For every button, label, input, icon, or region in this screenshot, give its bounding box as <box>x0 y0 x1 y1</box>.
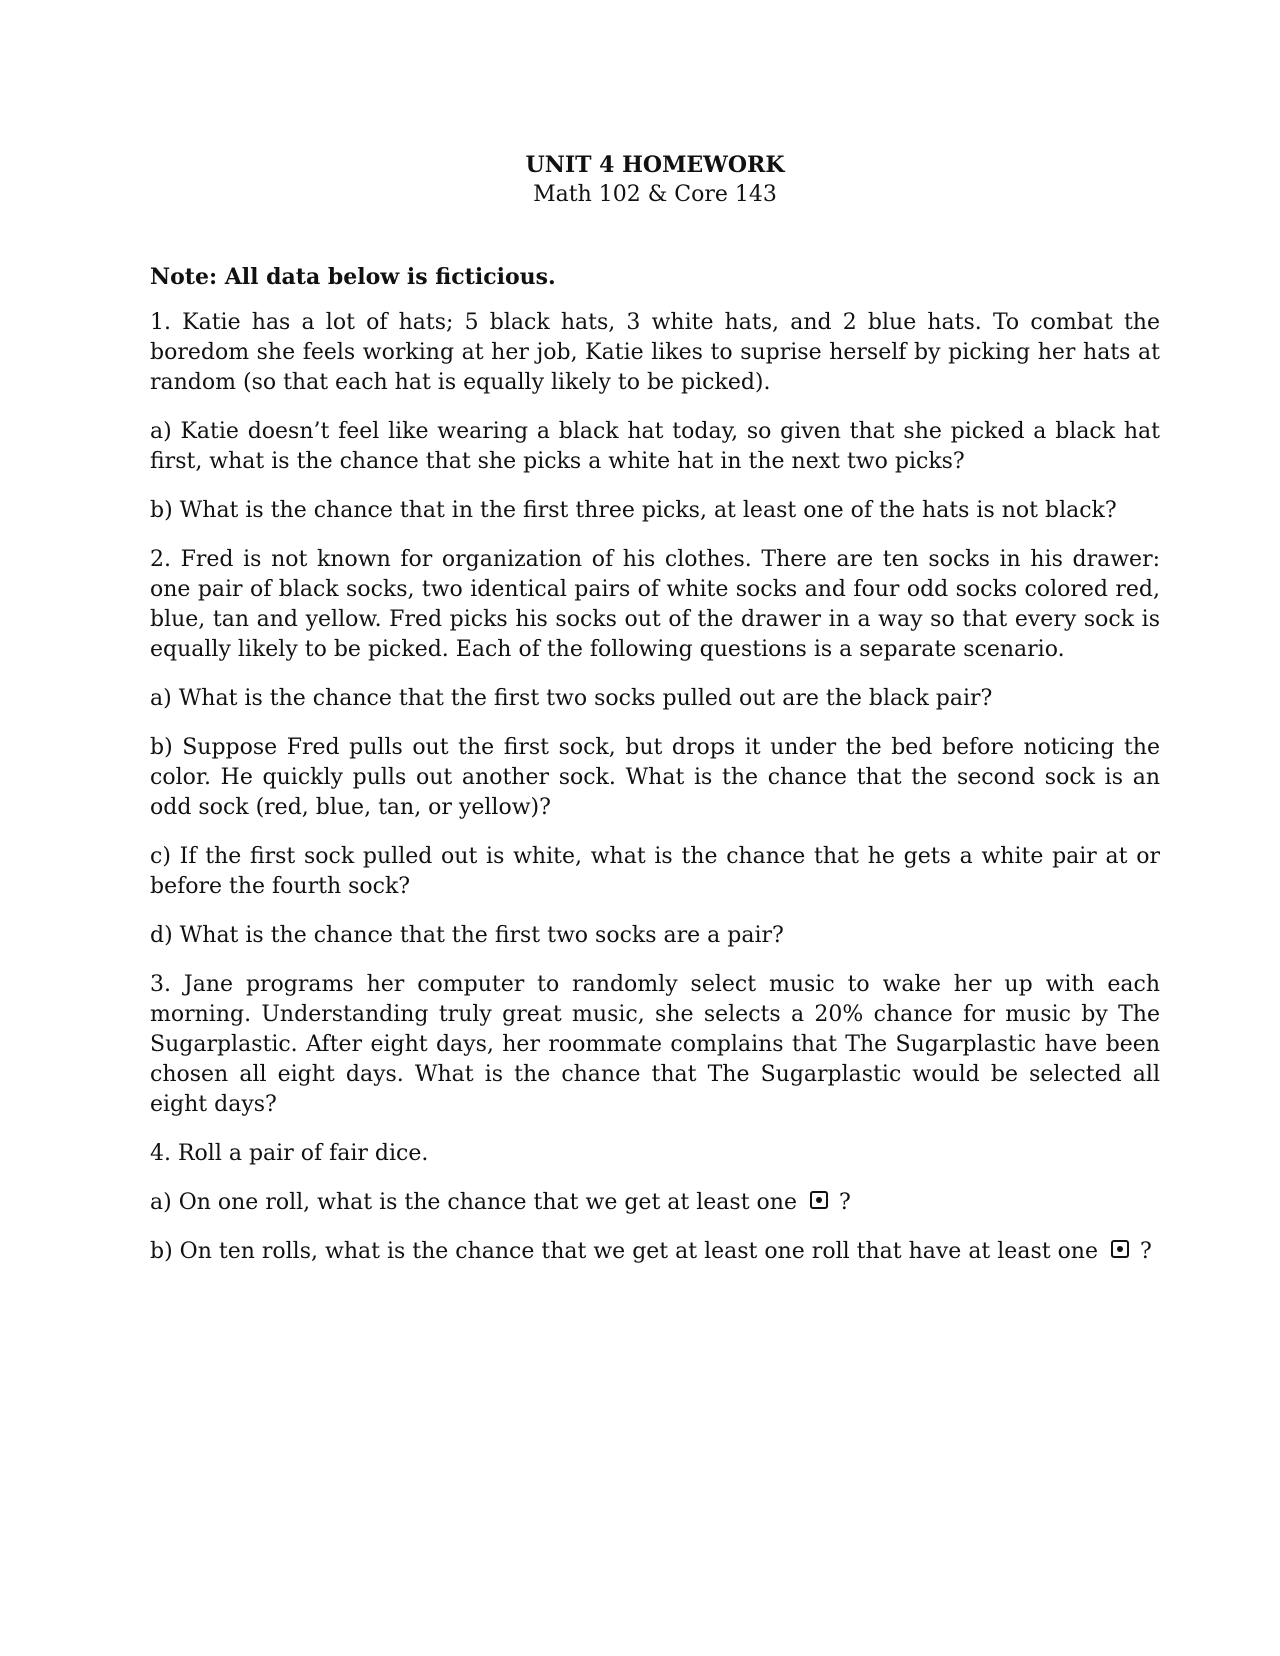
document-subtitle: Math 102 & Core 143 <box>533 182 777 207</box>
question-4b-text: b) On ten rolls, what is the chance that we get at least one roll that have at least one <box>150 1239 1098 1264</box>
document-page <box>150 150 1160 1286</box>
title-block <box>150 150 1160 210</box>
question-1a: a) Katie doesn’t feel like wearing a black hat today, so given that she picked a black hat first, what is the chance that she picks a white hat in the next two picks? <box>150 419 1160 474</box>
die-one-icon <box>810 1191 828 1209</box>
question-2c: c) If the first sock pulled out is white, what is the chance that he gets a white pair at or before the fourth sock? <box>150 844 1160 899</box>
note-text: Note: All data below is ficticious. <box>150 264 556 290</box>
question-4a <box>150 1188 1160 1218</box>
question-2d: d) What is the chance that the first two socks are a pair? <box>150 923 784 948</box>
question-1b: b) What is the chance that in the first three picks, at least one of the hats is not black? <box>150 498 1117 523</box>
question-3: 3. Jane programs her computer to randomly select music to wake her up with each morning. Understanding truly great music, she selects a 20% chance for music by The Sugarplastic. After eight days, her roommate complains that The Sugarplastic have been chosen all eight days. What is the chance that The Sugarplastic would be selected all eight days? <box>150 972 1160 1117</box>
question-4a-end: ? <box>838 1190 851 1215</box>
document-title: UNIT 4 HOMEWORK <box>525 152 785 178</box>
die-one-icon <box>1111 1240 1129 1258</box>
question-4b-end: ? <box>1140 1239 1152 1264</box>
die-pip <box>1117 1246 1123 1252</box>
question-4a-text: a) On one roll, what is the chance that we get at least one <box>150 1190 797 1215</box>
die-pip <box>816 1197 822 1203</box>
question-2a: a) What is the chance that the first two socks pulled out are the black pair? <box>150 686 993 711</box>
question-4b <box>150 1237 1160 1267</box>
question-1: 1. Katie has a lot of hats; 5 black hats, 3 white hats, and 2 blue hats. To combat the boredom she feels working at her job, Katie likes to suprise herself by picking her hats at random (so that each hat is equally likely to be picked). <box>150 310 1160 395</box>
question-4: 4. Roll a pair of fair dice. <box>150 1141 429 1166</box>
question-2b: b) Suppose Fred pulls out the first sock, but drops it under the bed before noticing the color. He quickly pulls out another sock. What is the chance that the second sock is an odd sock (red, blue, tan, or yellow)? <box>150 735 1160 820</box>
question-2: 2. Fred is not known for organization of his clothes. There are ten socks in his drawer: one pair of black socks, two identical pairs of white socks and four odd socks colored red, blue, tan and yellow. Fred picks his socks out of the drawer in a way so that every sock is equally likely to be picked. Each of the following questions is a separate scenario. <box>150 547 1160 662</box>
